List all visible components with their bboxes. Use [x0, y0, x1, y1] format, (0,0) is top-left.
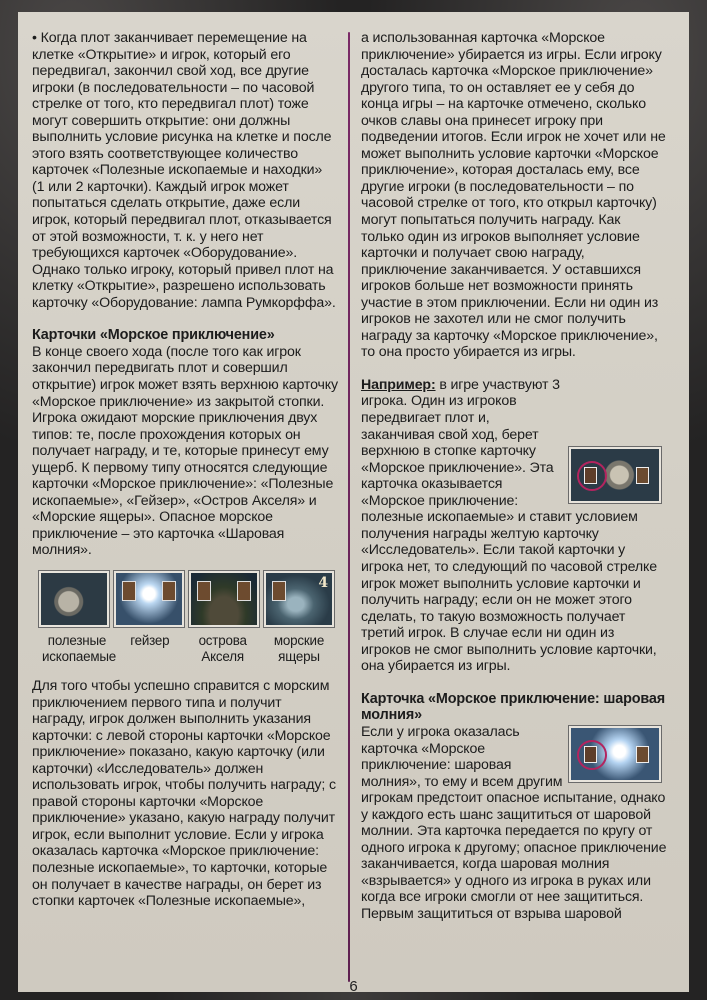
page-number: 6	[349, 978, 358, 995]
example-card-image	[569, 447, 661, 503]
continuation-paragraph: а использованная карточка «Морское приключение» убирается из игры. Если игроку досталась карточка «Морское приключение» другого типа, то он оставляет ее у себя до конца игры – на карточке отмечено, сколько очков славы она принесет игроку при подведении итогов. Если игрок не хочет или не может выполнить условие карточки «Морское приключение», которая досталась ему, все другие игроки (в последовательности – по часовой стрелке от того, кто открыл карточку) могут попытаться получить награду. Как только один из игроков выполняет условие карточки и получает свою награду, приключение заканчивается. У оставшихся игроков больше нет возможности принять участие в этом приключении. Если ни один из игроков не захотел или не смог получить награду за карточку «Морское приключение», то она просто убирается из игры.	[361, 30, 666, 361]
sea-adventure-paragraph: В конце своего хода (после того как игрок закончил передвигать плот и совершил открытие) игрок может взять верхнюю карточку «Морское приключение» из закрытой стопки. Игрока ожидают морские приключения двух типов: те, после прохождения которых он получает награду, и те, которые принесут ему ущерб. К первому типу относятся следующие карточки «Морское приключение»: «Полезные ископаемые», «Гейзер», «Остров Акселя» и «Морские ящеры». Опасное морское приключение – это карточка «Шаровая молния».	[32, 343, 338, 559]
ball-lightning-paragraph	[361, 724, 667, 923]
example-label: Например:	[361, 376, 436, 393]
example-text: в игре участвуют 3 игрока. Один из игроков передвигает плот и, заканчивая свой ход, берет верхнюю в стопке карточку «Морское приключение». Эта карточка оказывается «Морское приключение: полезные ископаемые» и ставит условием получения награды желтую карточку «Исследователь». Если такой карточки у игрока нет, то следующий по часовой стрелке игрок может выполнить условие карточки и получить награду; если он не может этого сделать, то такую возможность получает третий игрок. В случае если ни один из игроков не смог выполнить условие карточки, она убирается из игры.	[361, 376, 657, 675]
card-label-geyser: гейзер	[130, 633, 170, 648]
card-label-fossils: полезные ископаемые	[42, 633, 117, 664]
document-page	[18, 12, 689, 995]
card-geyser-image	[114, 571, 184, 627]
intro-paragraph: • Когда плот заканчивает перемещение на клетке «Открытие» и игрок, который его передвигал, закончил свой ход, все другие игроки (в последовательности – по часовой стрелке от того, кто передвигал плот) тоже могут совершить открытие: они должны выполнить условие рисунка на клетке и после этого взять соответствующее количество карточек «Полезные ископаемые и находки» (1 или 2 карточки). Каждый игрок может попытаться сделать открытие, даже если игрок, который передвигал плот, отказывается от этой возможности, т. к. у него нет требующихся карточек «Оборудование». Однако только игроку, который привел плот на клетку «Открытие», разрешено использовать карточку «Оборудование: лампа Румкорффа».	[32, 30, 336, 311]
card-labels	[42, 633, 330, 664]
ball-lightning-card-image	[569, 726, 661, 782]
ball-lightning-text: Если у игрока оказалась карточка «Морское приключение: шаровая молния», то ему и всем другим игрокам предстоит опасное испытание, однако у каждого есть шанс защититься от шаровой молнии. Эта карточка передается по кругу от одного игрока к другому; опасное приключение заканчивается, когда шаровая молния «взрывается» у одного из игрока в руках или когда все игроки смогли от нее защититься. Первым защититься от взрыва шаровой	[361, 723, 667, 922]
section-heading-ball-lightning: Карточка «Морское приключение: шаровая молния»	[361, 690, 666, 724]
section-heading-sea-adventure: Карточки «Морское приключение»	[32, 327, 275, 344]
card-sea-lizards-image	[264, 571, 334, 627]
card-number: 4	[318, 575, 328, 591]
card-fossils-image	[39, 571, 109, 627]
card-illustrations	[39, 571, 338, 627]
column-divider	[348, 32, 350, 982]
card-axel-island-image	[189, 571, 259, 627]
instructions-paragraph: Для того чтобы успешно справится с морским приключением первого типа и получит награду, игрок должен выполнить указания карточки: с левой стороны карточки «Морское приключение» показано, какую карточку (или карточки) «Исследователь» должен использовать игрок, чтобы получить награду; с правой стороны карточки «Морское приключение» указано, какую награду получит игрок, если выполнит условие. Если у игрока оказалась карточка «Морское приключение: полезные ископаемые», то карточки, которые он получает в качестве награды, он берет из стопки карточек «Полезные ископаемые»,	[32, 678, 336, 910]
left-column	[32, 30, 338, 910]
right-column	[361, 30, 667, 923]
card-label-axel: острова Акселя	[198, 633, 247, 664]
card-label-lizards: морские ящеры	[273, 633, 325, 664]
example-paragraph	[361, 377, 667, 675]
